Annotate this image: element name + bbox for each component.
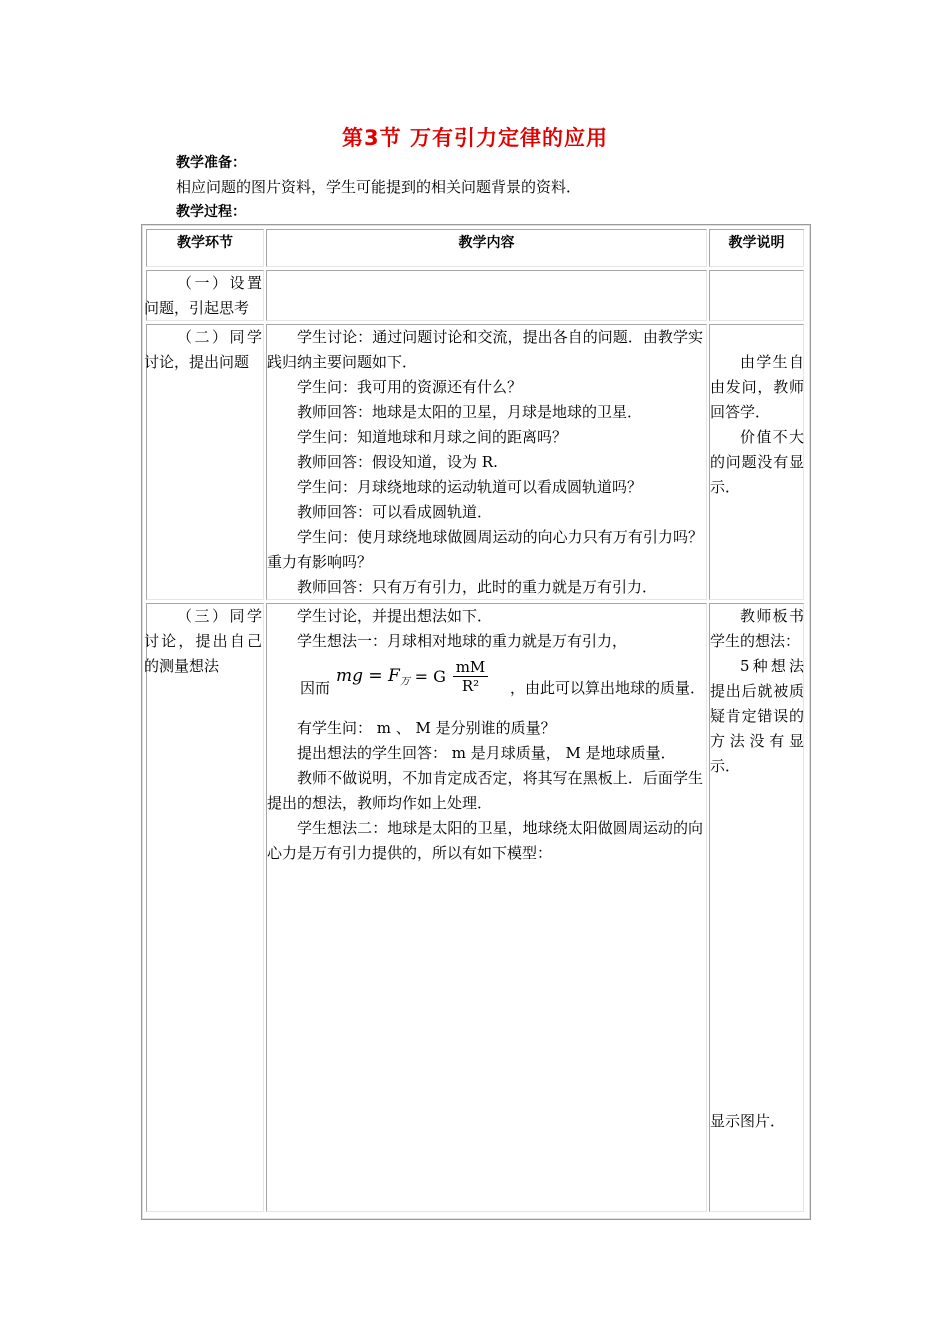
row2-line: 教师回答：地球是太阳的卫星，月球是地球的卫星． [297,403,643,421]
row1-stage: （一）设置问题，引起思考 [144,274,262,317]
row3-line: 学生想法二：地球是太阳的卫星，地球绕太阳做圆周运动的向心力是万有引力提供的，所以有如下模型： [267,819,703,862]
row1-content-cell [266,270,707,321]
row2-line: 学生问：知道地球和月球之间的距离吗？ [297,428,568,446]
gravity-formula: 因而 mg = $F_万 = G$ $\frac{mM}{\text{R²}}$ ，由此可以算出地球的质量． [300,658,706,697]
row3-line: 学生讨论，并提出想法如下． [297,607,493,625]
row3-note: 5种想法提出后就被质疑肯定错误的方法没有显示． [710,657,804,775]
row3-line: 教师不做说明，不加肯定成否定，将其写在黑板上．后面学生提出的想法，教师均作如上处理． [267,769,703,812]
formula-lhs: mg = F [336,666,400,686]
row2-line: 教师回答：可以看成圆轨道． [297,503,493,521]
row2-line: 学生讨论：通过问题讨论和交流，提出各自的问题．由教学实践归纳主要问题如下． [267,328,703,371]
row2-line: 学生问：月球绕地球的运动轨道可以看成圆轨道吗？ [297,478,643,496]
row2-line: 教师回答：假设知道，设为 R. [297,453,498,471]
row3-note-bottom: 显示图片． [710,1112,786,1130]
prep-label: 教学准备： [176,155,246,171]
row2-line: 学生问：我可用的资源还有什么？ [297,378,523,396]
formula-sub: 万 [399,676,410,688]
row2-line: 教师回答：只有万有引力，此时的重力就是万有引力． [297,578,658,596]
row2-notes [710,350,804,500]
page-title: 第3节 万有引力定律的应用 [342,126,608,150]
row3-content [267,604,706,866]
row2-note: 由学生自由发问，教师回答学． [710,353,804,421]
formula-fraction: $\frac{mM}{\text{R²}}$ [453,658,489,695]
row3-notes [710,604,804,779]
row2-content [267,325,703,600]
row2-note: 价值不大的问题没有显示． [710,428,804,496]
row2-stage: （二）同学讨论，提出问题 [144,328,262,371]
row3-line: 学生想法一：月球相对地球的重力就是万有引力， [297,632,628,650]
row2-line: 学生问：使月球绕地球做圆周运动的向心力只有万有引力吗？重力有影响吗？ [267,528,703,571]
row3-stage-cell [146,603,264,1212]
row3-stage: （三）同学讨论，提出自己的测量想法 [144,607,262,675]
process-label: 教学过程： [176,204,246,220]
row3-line: 提出想法的学生回答： m 是月球质量， M 是地球质量． [297,744,676,762]
row1-notes-cell [709,270,804,321]
header-notes: 教学说明 [728,235,785,251]
header-content: 教学内容 [458,235,515,251]
row3-note: 教师板书学生的想法： [710,607,804,650]
prep-text: 相应问题的图片资料，学生可能提到的相关问题背景的资料． [176,178,582,196]
header-stage: 教学环节 [177,235,233,251]
formula-eq: = G [414,667,446,686]
row3-line: 有学生问： m 、 M 是分别谁的质量？ [297,719,556,737]
